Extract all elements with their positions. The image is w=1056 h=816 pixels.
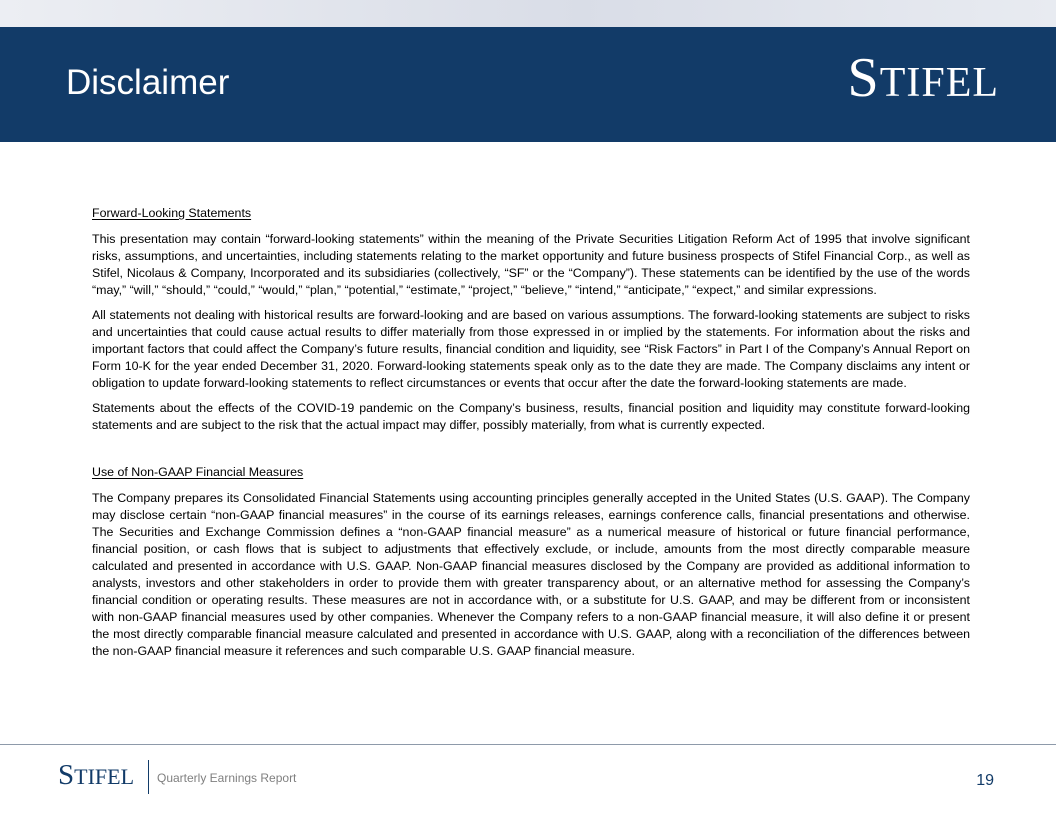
section-forward-looking [92,205,970,434]
footer-stifel-logo [58,760,134,792]
paragraph: All statements not dealing with historical results are forward-looking and are based on various assumptions. The forward-looking statements are subject to risks and uncertainties that could cause actual results to differ materially from those expressed in or implied by the statements. For information about the risks and important factors that could affect the Company’s future results, financial condition and liquidity, see “Risk Factors” in Part I of the Company’s Annual Report on Form 10-K for the year ended December 31, 2020. Forward-looking statements speak only as to the date they are made. The Company disclaims any intent or obligation to update forward-looking statements to reflect circumstances or events that occur after the date the forward-looking statements are made. [92,308,970,390]
section-heading: Use of Non-GAAP Financial Measures [92,465,304,479]
footer-divider-line [0,744,1056,745]
slide-header [0,27,1056,142]
logo-initial: S [847,47,880,109]
paragraph: The Company prepares its Consolidated Financial Statements using accounting principles generally accepted in the United States (U.S. GAAP). The Company may disclose certain “non-GAAP financial measures” in the course of its earnings releases, earnings conference calls, financial presentations and otherwise. The Securities and Exchange Commission defines a “non-GAAP financial measure” as a numerical measure of historical or future financial performance, financial position, or cash flows that is subject to adjustments that effectively exclude, or include, amounts from the most directly comparable measure calculated and presented in accordance with U.S. GAAP. Non-GAAP financial measures disclosed by the Company are provided as additional information to analysts, investors and other stakeholders in order to provide them with greater transparency about, or an alternative method for assessing the Company’s financial condition or operating results. These measures are not in accordance with, or a substitute for U.S. GAAP, and may be different from or inconsistent with non-GAAP financial measures used by other companies. Whenever the Company refers to a non-GAAP financial measure, it will also define it or present the most directly comparable financial measure calculated and presented in accordance with U.S. GAAP, along with a reconciliation of the differences between the non-GAAP financial measure it references and such comparable U.S. GAAP financial measure. [92,491,970,658]
footer-report-label: Quarterly Earnings Report [157,771,297,785]
page-title: Disclaimer [66,63,230,102]
page-number: 19 [976,772,994,789]
stifel-logo [847,47,999,109]
footer-vertical-divider [148,760,149,794]
section-spacer [92,442,970,464]
disclaimer-body [92,205,970,668]
footer-logo-initial: S [58,759,75,791]
footer-logo-rest: TIFEL [74,764,135,789]
paragraph: This presentation may contain “forward-looking statements” within the meaning of the Private Securities Litigation Reform Act of 1995 that involve significant risks, assumptions, and uncertainties, including statements relating to the market opportunity and future business prospects of Stifel Financial Corp., as well as Stifel, Nicolaus & Company, Incorporated and its subsidiaries (collectively, “SF” or the “Company”). These statements can be identified by the use of the words “may,” “will,” “should,” “could,” “would,” “plan,” “potential,” “estimate,” “project,” “believe,” “intend,” “anticipate,” “expect,” and similar expressions. [92,232,970,297]
top-accent-strip [0,0,1056,27]
paragraph: Statements about the effects of the COVID-19 pandemic on the Company’s business, results, financial position and liquidity may constitute forward-looking statements and are subject to the risk that the actual impact may differ, possibly materially, from what is currently expected. [92,401,970,432]
section-non-gaap [92,464,970,660]
logo-rest: TIFEL [879,60,999,106]
section-heading: Forward-Looking Statements [92,206,252,220]
